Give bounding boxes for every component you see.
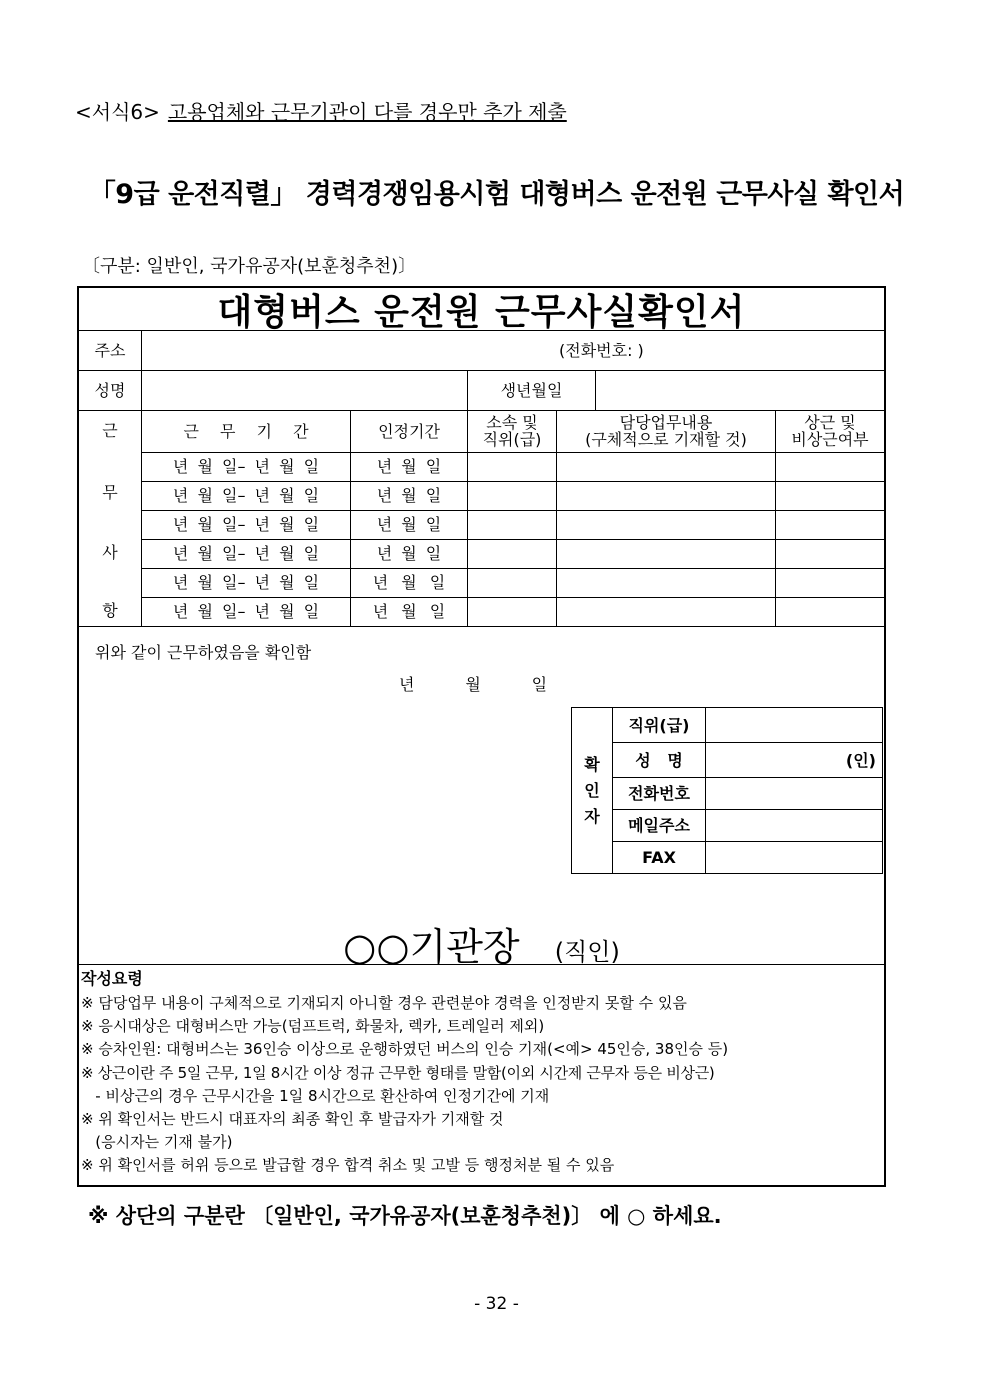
confirmation-statement: 위와 같이 근무하였음을 확인함: [95, 642, 312, 662]
guideline-line: - 비상근의 경우 근무시간을 1일 8시간으로 환산하여 인정기간에 기재: [81, 1086, 550, 1105]
work-label-char: 근: [102, 420, 118, 440]
guideline-line: ※ 상근이란 주 5일 근무, 1일 8시간 이상 정규 근무한 형태를 말함(이외 시간제 근무자 등은 비상근): [81, 1063, 715, 1082]
agency-head-signature: [79, 916, 884, 971]
confirmer-box: [571, 707, 883, 874]
recognized-cell[interactable]: 년 월 일: [376, 457, 442, 476]
footer-instruction: ※ 상단의 구분란 〔일반인, 국가유공자(보훈청추천)〕 에 ○ 하세요.: [88, 1204, 722, 1228]
address-label: 주소: [94, 340, 126, 360]
period-cell[interactable]: 년 월 일– 년 월 일: [172, 602, 320, 621]
period-cell[interactable]: 년 월 일– 년 월 일: [172, 486, 320, 505]
period-cell[interactable]: 년 월 일– 년 월 일: [172, 573, 320, 592]
column-header-duty: 담당업무내용 (구체적으로 기재할 것): [585, 413, 747, 449]
guidelines-title: 작성요령: [81, 969, 143, 988]
form-condition-note: 고용업체와 근무기관이 다를 경우만 추가 제출: [167, 100, 567, 124]
official-seal: (직인): [554, 938, 620, 966]
name-label: 성명: [94, 380, 126, 400]
confirmer-name-label: 성 명: [635, 750, 683, 770]
page-number: - 32 -: [474, 1294, 519, 1314]
column-header-recognized: 인정기간: [378, 421, 440, 441]
form-number-label: [75, 96, 567, 125]
form-box-title: 대형버스 운전원 근무사실확인서: [217, 291, 746, 333]
category-selector: 〔구분: 일반인, 국가유공자(보훈청추천)〕: [82, 256, 417, 277]
column-header-affiliation: 소속 및 직위(급): [482, 413, 542, 449]
date-line[interactable]: 년 월 일: [399, 674, 548, 694]
confirmer-position-label: 직위(급): [628, 715, 690, 735]
document-title: 「9급 운전직렬」 경력경쟁임용시험 대형버스 운전원 근무사실 확인서: [88, 179, 905, 210]
recognized-cell[interactable]: 년 월 일: [376, 544, 442, 563]
confirmer-position-field[interactable]: [706, 708, 882, 742]
column-header-period: 근 무 기 간: [183, 421, 309, 441]
confirmer-label-char: 확: [584, 754, 600, 774]
confirmation-form: [77, 286, 886, 1187]
period-cell[interactable]: 년 월 일– 년 월 일: [172, 457, 320, 476]
recognized-cell[interactable]: 년 월 일: [376, 486, 442, 505]
period-cell[interactable]: 년 월 일– 년 월 일: [172, 544, 320, 563]
work-label-char: 항: [102, 600, 118, 620]
recognized-cell[interactable]: 년 월 일: [372, 602, 446, 621]
work-label-char: 사: [102, 542, 118, 562]
agency-head-title: ○○기관장: [343, 925, 520, 969]
recognized-cell[interactable]: 년 월 일: [372, 573, 446, 592]
birth-date-label: 생년월일: [500, 380, 563, 400]
guideline-line: ※ 승차인원: 대형버스는 36인승 이상으로 운행하였던 버스의 인승 기재(<예> 45인승, 38인승 등): [81, 1040, 729, 1059]
confirmer-email-field[interactable]: [706, 810, 882, 841]
guideline-line: ※ 위 확인서는 반드시 대표자의 최종 확인 후 발급자가 기재할 것: [81, 1109, 504, 1128]
guideline-line: (응시자는 기재 불가): [81, 1133, 233, 1152]
birth-date-field[interactable]: [596, 370, 884, 410]
period-cell[interactable]: 년 월 일– 년 월 일: [172, 515, 320, 534]
column-header-fulltime: 상근 및 비상근여부: [791, 413, 869, 449]
recognized-cell[interactable]: 년 월 일: [376, 515, 442, 534]
confirmer-label-char: 자: [584, 806, 600, 826]
confirmer-phone-label: 전화번호: [628, 784, 690, 803]
confirmer-seal[interactable]: (인): [845, 750, 876, 770]
writing-guidelines: [81, 966, 881, 1178]
work-label-char: 무: [102, 482, 118, 502]
confirmer-email-label: 메일주소: [628, 816, 690, 835]
phone-number-field[interactable]: (전화번호: ): [559, 340, 644, 360]
confirmer-fax-field[interactable]: [706, 842, 882, 873]
confirmer-label-char: 인: [584, 780, 600, 800]
guideline-line: ※ 담당업무 내용이 구체적으로 기재되지 아니할 경우 관련분야 경력을 인정받지 못할 수 있음: [81, 994, 687, 1012]
confirmer-fax-label: FAX: [642, 848, 676, 867]
confirmer-phone-field[interactable]: [706, 778, 882, 809]
form-number: <서식6>: [75, 100, 160, 124]
guideline-line: ※ 위 확인서를 허위 등으로 발급할 경우 합격 취소 및 고발 등 행정처분 될 수 있음: [81, 1156, 615, 1175]
name-field[interactable]: [142, 370, 467, 410]
guideline-line: ※ 응시대상은 대형버스만 가능(덤프트럭, 화물차, 렉카, 트레일러 제외): [81, 1017, 545, 1036]
